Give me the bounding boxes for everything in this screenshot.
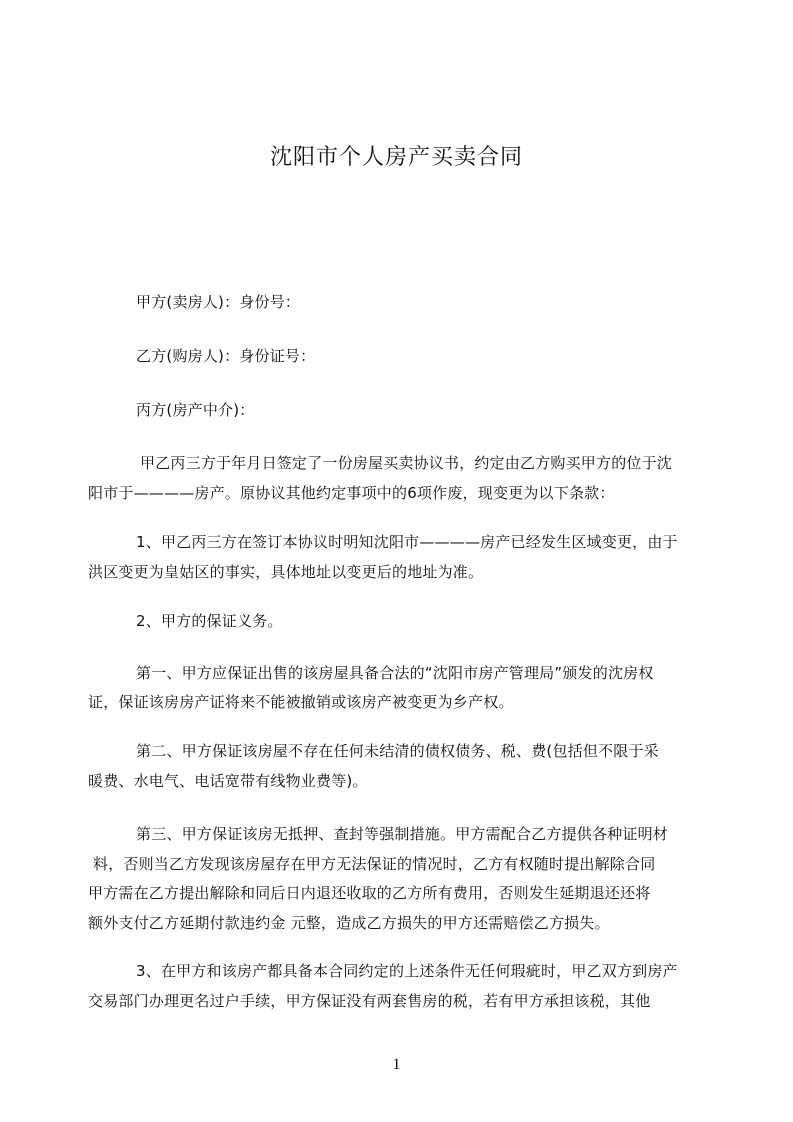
document-title: 沈阳市个人房产买卖合同 xyxy=(269,145,523,170)
clause-1-line-1: 1、甲乙丙三方在签订本协议时明知沈阳市————房产已经发生区域变更，由于 xyxy=(136,533,678,551)
intro-line-1: 甲乙丙三方于年月日签定了一份房屋买卖协议书，约定由乙方购买甲方的位于沈 xyxy=(140,454,673,472)
clause-3-line-2: 交易部门办理更名过户手续，甲方保证没有两套售房的税，若有甲方承担该税，其他 xyxy=(88,992,651,1010)
item-1-line-1: 第一、甲方应保证出售的该房屋具备合法的“沈阳市房产管理局”颁发的沈房权 xyxy=(136,664,654,682)
clause-2-heading: 2、甲方的保证义务。 xyxy=(136,612,283,630)
item-3-line-2: 料，否则当乙方发现该房屋存在甲方无法保证的情况时，乙方有权随时提出解除合同 xyxy=(93,855,656,873)
intro-line-2: 阳市于————房产。原协议其他约定事项中的6项作废，现变更为以下条款： xyxy=(88,484,615,502)
party-c-line: 丙方(房产中介)： xyxy=(136,401,255,419)
party-b-line: 乙方(购房人)：身份证号： xyxy=(136,347,316,365)
item-3-line-4: 额外支付乙方延期付款违约金 元整，造成乙方损失的甲方还需赔偿乙方损失。 xyxy=(88,914,610,932)
item-1-line-2: 证，保证该房房产证将来不能被撤销或该房产被变更为乡产权。 xyxy=(88,693,514,711)
item-3-line-3: 甲方需在乙方提出解除和同后日内退还收取的乙方所有费用，否则发生延期退还还将 xyxy=(88,884,651,902)
page-number: 1 xyxy=(392,1056,401,1073)
item-3-line-1: 第三、甲方保证该房无抵押、查封等强制措施。甲方需配合乙方提供各种证明材 xyxy=(136,825,669,843)
item-2-line-2: 暖费、水电气、电话宽带有线物业费等)。 xyxy=(88,772,368,790)
clause-3-line-1: 3、在甲方和该房产都具备本合同约定的上述条件无任何瑕疵时，甲乙双方到房产 xyxy=(136,962,678,980)
clause-1-line-2: 洪区变更为皇姑区的事实，具体地址以变更后的地址为准。 xyxy=(88,563,484,581)
party-a-line: 甲方(卖房人)：身份号： xyxy=(136,293,301,311)
item-2-line-1: 第二、甲方保证该房屋不存在任何未结清的债权债务、税、费(包括但不限于采 xyxy=(136,742,659,760)
